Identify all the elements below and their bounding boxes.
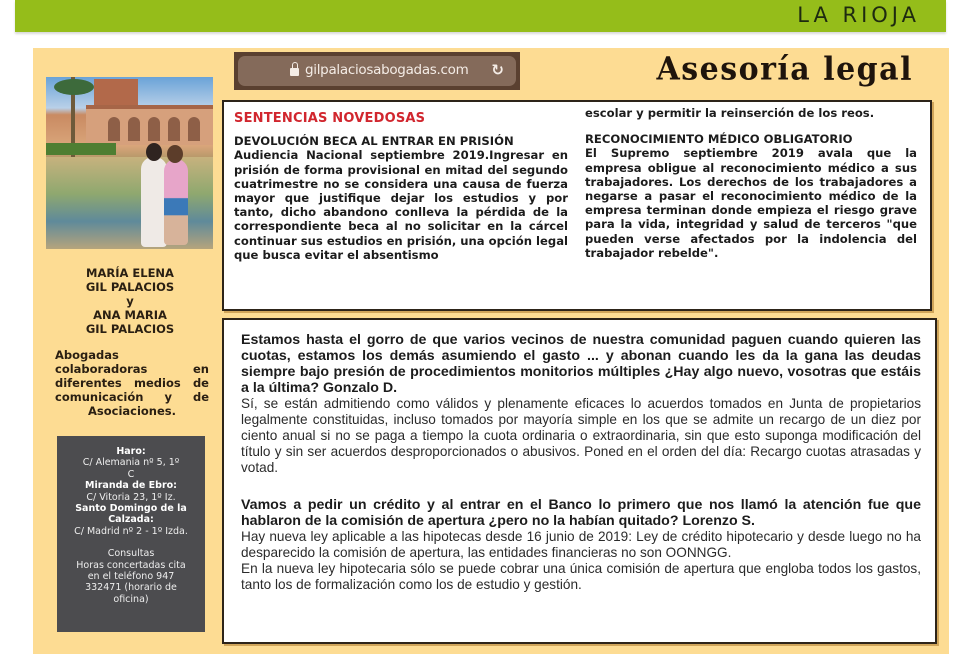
office-address: C/ Madrid nº 2 - 1º Izda. xyxy=(74,525,188,537)
author-line: GIL PALACIOS xyxy=(85,280,175,294)
legal-advice-panel xyxy=(33,48,949,654)
author-line: GIL PALACIOS xyxy=(85,322,175,336)
reload-icon[interactable]: ↻ xyxy=(491,61,504,79)
reader-question: Estamos hasta el gorro de que varios vecinos de nuestra comunidad paguen cuando quieren las cuotas, estamos los demás asumiendo el gasto ... y abonan cuando les da la gana las deudas siempre bajo presión de procedimientos monitorios múltiples ¿Hay algo nuevo, vosotras que estáis a la última? Gonzalo D. xyxy=(241,332,921,396)
sentencias-column-left xyxy=(234,112,568,262)
section-name: LA RIOJA xyxy=(797,3,920,27)
sentencias-column-right xyxy=(585,106,917,260)
qa-item xyxy=(241,332,921,476)
sentencias-heading: SENTENCIAS NOVEDOSAS xyxy=(234,111,426,126)
article-body: El Supremo septiembre 2019 avala que la empresa obligue al reconocimiento médico a sus trabajadores. Los derechos de los trabajadores a negarse a pasar el reconocimiento médico de la empresa terminan donde empieza el riesgo grave para la vida, integridad y salud de terceros "que pueden verse afectados por la indolencia del trabajador rebelde". xyxy=(585,146,917,260)
author-names xyxy=(39,266,221,336)
office-city: Santo Domingo de la Calzada: xyxy=(75,503,187,526)
article-body: Audiencia Nacional septiembre 2019.Ingresar en prisión de forma provisional en mitad del segundo cuatrimestre no se considera una causa de fuerza mayor que justifique dejar los estudios y por tanto, dicho abandono conlleva la pérdida de la correspondiente beca al no solicitar en la cárcel continuar sus estudios en prisión, una opción legal que busca evitar el absentismo xyxy=(234,148,568,262)
article-title: RECONOCIMIENTO MÉDICO OBLIGATORIO xyxy=(585,132,853,147)
consult-text: Horas concertadas cita en el teléfono 947 332471 (horario de oficina) xyxy=(76,559,186,605)
lawyer-answer: Hay nueva ley aplicable a las hipotecas desde 16 junio de 2019: Ley de crédito hipotecario y desde luego no ha desparecido la comisión de apertura, las entidades financieras no son OONNGG. xyxy=(241,529,921,560)
article-continuation: escolar y permitir la reinserción de los reos. xyxy=(585,106,875,120)
author-line: MARÍA ELENA xyxy=(86,266,174,280)
consultas-box xyxy=(222,318,937,644)
contact-box xyxy=(57,436,205,632)
office-city: Haro: xyxy=(116,446,146,457)
article-title: DEVOLUCIÓN BECA AL ENTRAR EN PRISIÓN xyxy=(234,134,514,149)
author-line: y xyxy=(126,294,134,308)
url-text[interactable]: gilpalaciosabogadas.com xyxy=(305,62,469,78)
section-header-bar xyxy=(15,0,946,32)
office-address: C/ Alemania nº 5, 1º C xyxy=(82,457,180,480)
office-address: C/ Vitoria 23, 1º Iz. xyxy=(86,491,176,503)
qa-item xyxy=(241,497,921,593)
consult-title: Consultas xyxy=(107,548,155,560)
office-city: Miranda de Ebro: xyxy=(85,480,177,492)
reader-question: Vamos a pedir un crédito y al entrar en el Banco lo primero que nos llamó la atención fue que hablaron de la comisión de apertura ¿pero no la habían quitado? Lorenzo S. xyxy=(241,497,921,529)
masthead-title: Asesoría legal xyxy=(656,51,913,88)
sentencias-box xyxy=(222,100,932,311)
author-line: ANA MARIA xyxy=(93,308,167,322)
lock-icon xyxy=(290,66,299,76)
browser-url-bar[interactable] xyxy=(234,52,520,90)
authors-photo xyxy=(46,77,213,249)
lawyer-answer-continued: En la nueva ley hipotecaria sólo se puede cobrar una única comisión de apertura que engloba todos los gastos, tanto los de formalización como los de estudio y gestión. xyxy=(241,561,921,592)
author-bio: Abogadas colaboradoras en diferentes medios de comunicación y de Asociaciones. xyxy=(55,348,209,418)
lawyer-answer: Sí, se están admitiendo como válidos y plenamente eficaces lo acuerdos tomados en Junta de propietarios legalmente constituidas, incluso tomados por mayoría simple en los que se admite un recargo de un diez por ciento anual si no se paga a tiempo la cuota ordinaria o extraordinaria, sin que esto suponga modificación del título y sin ser acuerdos desproporcionados o abusivos. Poned en el orden del día: Recargo cuotas atrasadas y votad. xyxy=(241,396,921,475)
